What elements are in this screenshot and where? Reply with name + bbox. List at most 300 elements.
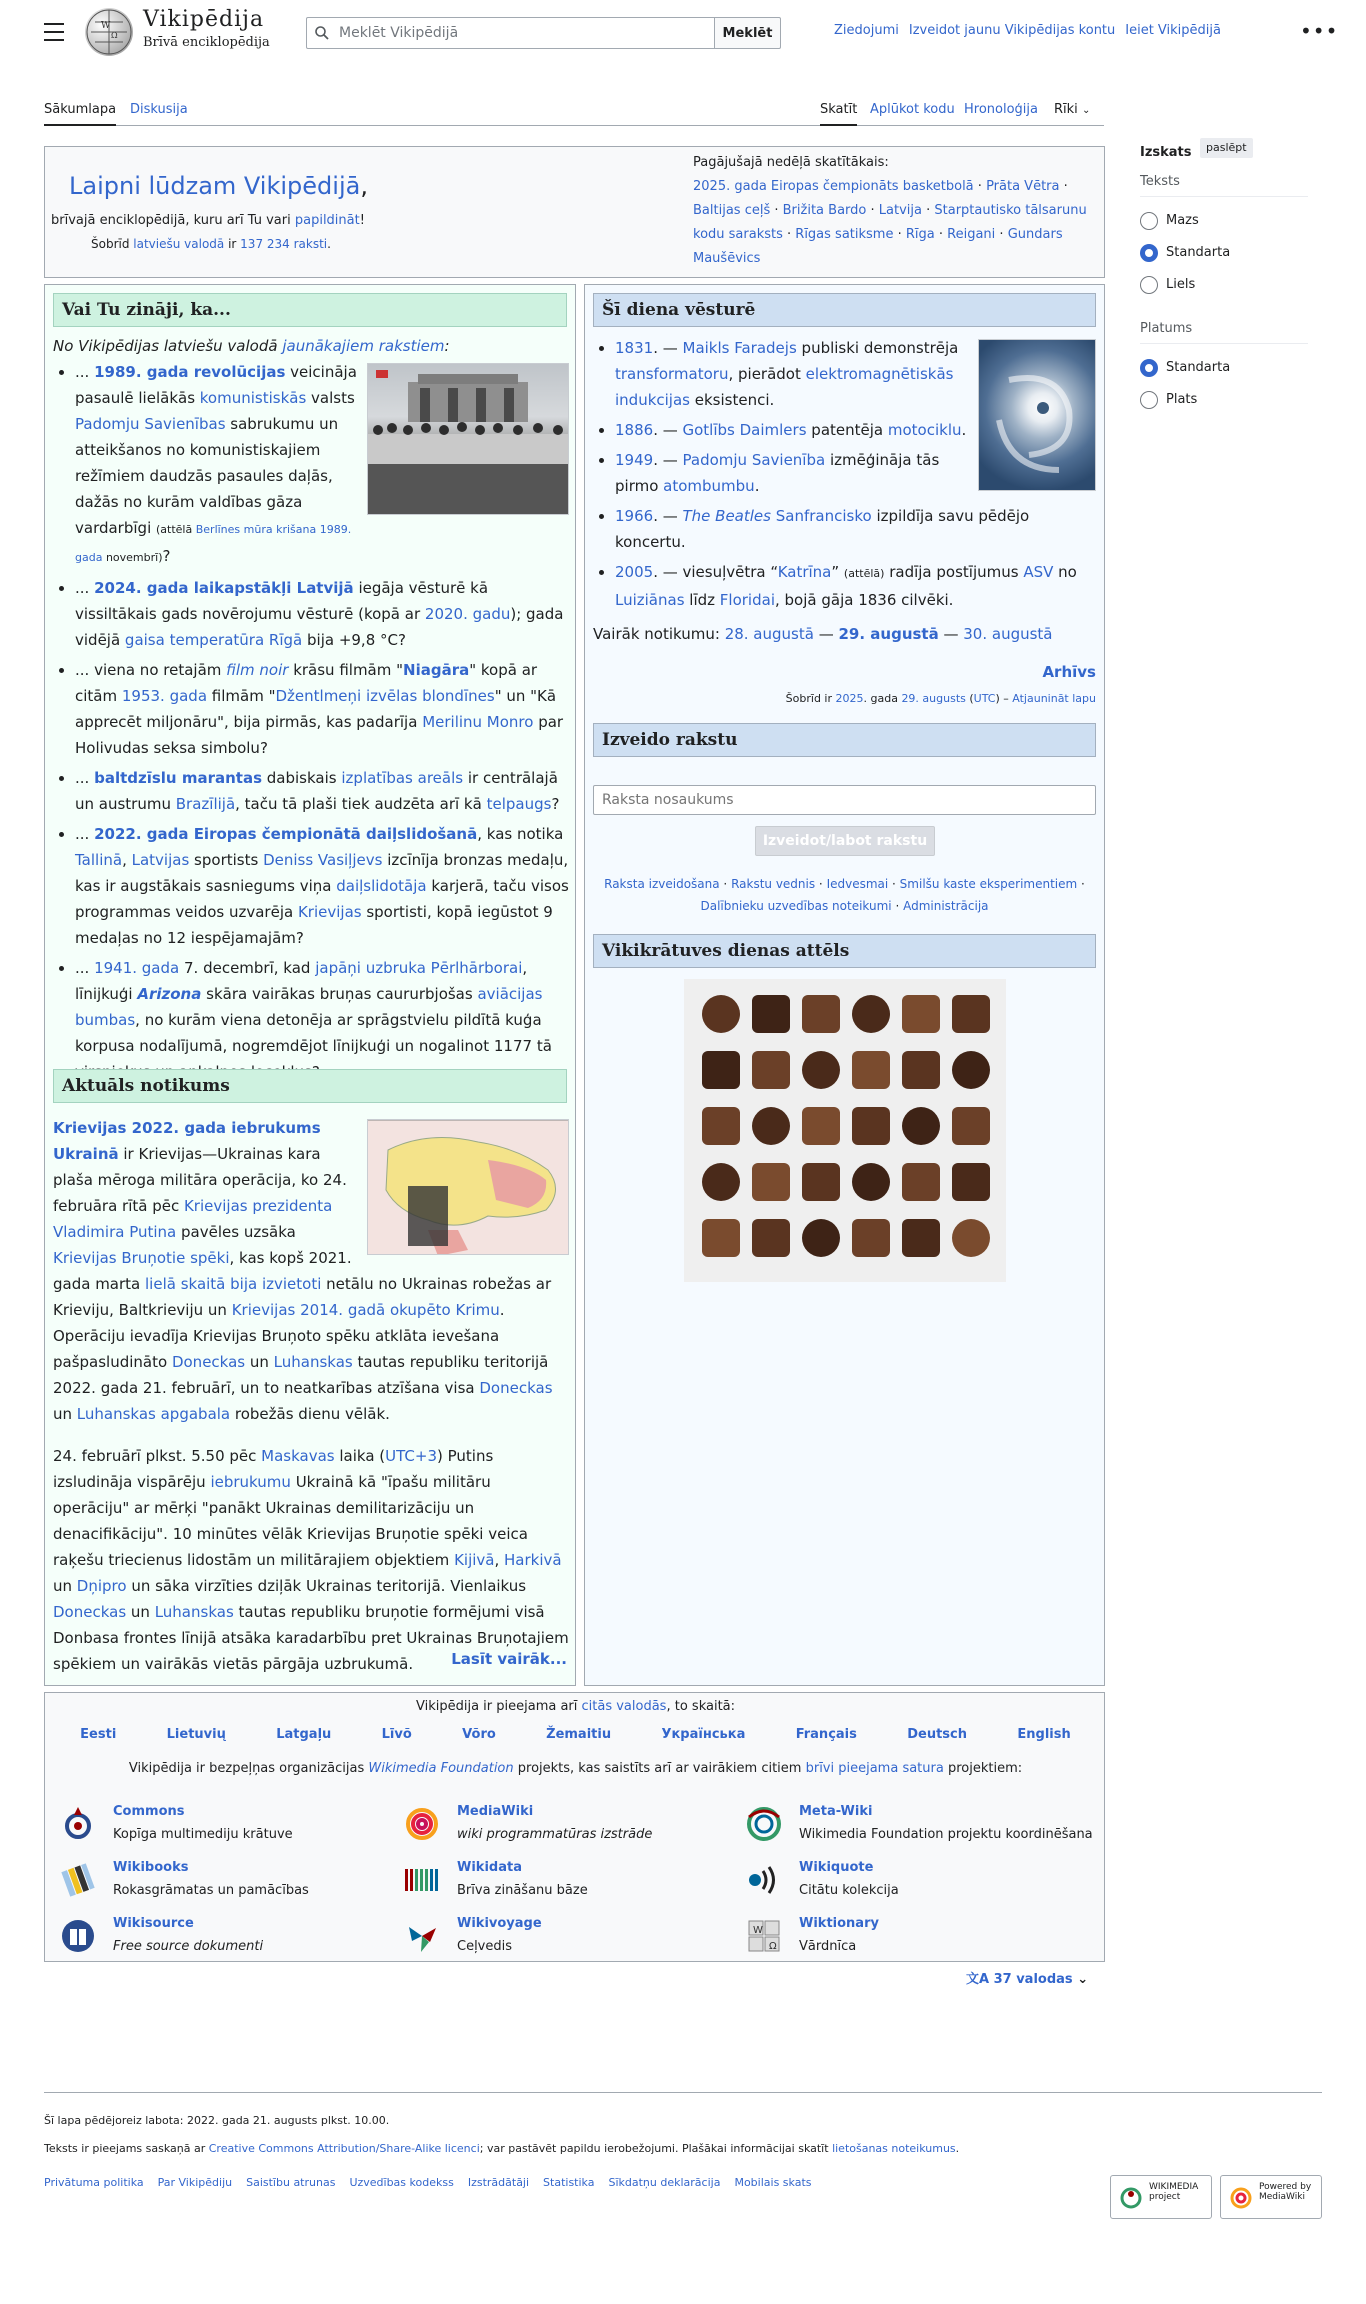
help-link[interactable]: Dalībnieku uzvedības noteikumi (700, 899, 892, 913)
read-more-link[interactable]: Lasīt vairāk... (451, 1650, 567, 1668)
link[interactable]: Harkivā (504, 1551, 562, 1569)
berlin-wall-image[interactable] (367, 363, 569, 515)
sister-projects-box (44, 1692, 1105, 1962)
text: . (961, 421, 967, 439)
footer-link[interactable]: Saistību atrunas (246, 2176, 336, 2189)
link[interactable]: 1941. gada (94, 959, 180, 977)
chocolate-piece (952, 1051, 990, 1089)
count-mid: ir (224, 237, 241, 251)
text: sportists (189, 851, 264, 869)
link[interactable]: Doneckas (171, 1353, 246, 1371)
radio-icon (1140, 276, 1158, 294)
link[interactable]: Katrīna (777, 563, 832, 581)
link[interactable]: 2020. gadu (424, 605, 511, 623)
newest-articles-link[interactable]: jaunākajiem rakstiem (282, 337, 445, 355)
project-name[interactable]: Wikidata (457, 1860, 522, 1875)
ukraine-map-icon (368, 1120, 569, 1255)
help-link[interactable]: Iedvesmai (826, 877, 889, 891)
text: ... (75, 959, 95, 977)
badge-text: Powered by MediaWiki (1259, 2182, 1312, 2202)
text: . — (653, 339, 683, 357)
picture-of-day-image[interactable] (684, 979, 1006, 1282)
link[interactable]: Deniss Vasiļjevs (263, 851, 383, 869)
radio-label: Liels (1166, 277, 1196, 292)
text: izpildīja savu pēdējo koncertu. (615, 507, 1030, 551)
svg-text:Ω: Ω (111, 31, 118, 40)
text: veicināja pasaulē lielākās (75, 363, 357, 407)
link[interactable]: Doneckas (53, 1603, 127, 1621)
footer-link[interactable]: Sīkdatņu deklarācija (608, 2176, 721, 2189)
dyk-intro (53, 333, 569, 359)
text: netālu no Ukrainas robežas ar Krieviju, Baltkrieviju un (53, 1275, 552, 1319)
radio-label: Plats (1166, 392, 1198, 407)
text: ... (75, 363, 95, 381)
tab-main-page[interactable]: Sākumlapa (44, 100, 116, 126)
project-name[interactable]: Wiktionary (799, 1916, 879, 1931)
chocolate-piece (802, 1219, 840, 1257)
text: Ukrainā kā "īpašu militāru operāciju" ar mērķi "panākt Ukrainas demilitarizāciju un denacifikāciju". 10 minūtes vēlāk Krievijas Bruņotie spēki veica raķešu triecienus lidostām un militārajiem objektiem (53, 1473, 528, 1569)
text: patentēja (806, 421, 888, 439)
project-desc: wiki programmatūras izstrāde (457, 1827, 653, 1842)
radio-selected-icon (1140, 359, 1158, 377)
search-button[interactable]: Meklēt (714, 17, 781, 49)
language-link[interactable]: Žemaitiu (546, 1727, 612, 1742)
project-wikivoyage (403, 1909, 723, 1959)
text: — (813, 625, 839, 643)
project-name[interactable]: MediaWiki (457, 1804, 534, 1819)
link[interactable]: Krievijas Bruņotie spēki (53, 1249, 230, 1267)
tagline: Brīvā enciklopēdija (143, 35, 270, 50)
project-desc: Wikimedia Foundation projektu koordinēšana (799, 1827, 1093, 1842)
list-item (75, 955, 569, 1085)
refresh-link[interactable]: Atjaunināt lapu (1012, 692, 1096, 705)
language-link[interactable]: Lietuvių (166, 1727, 226, 1742)
wikidata-icon[interactable] (403, 1861, 441, 1899)
chocolate-piece (952, 1107, 990, 1145)
link[interactable]: 2024. gada laikapstākļi Latvijā (94, 579, 354, 597)
popular-item[interactable]: Latvija (878, 203, 922, 218)
link[interactable]: film noir (226, 661, 289, 679)
ukraine-map-image[interactable] (367, 1119, 569, 1255)
dyk-intro-text: No Vikipēdijas latviešu valodā (53, 337, 283, 355)
radio-label: Standarta (1166, 360, 1231, 375)
text: par Holivudas seksa simbolu? (75, 713, 564, 757)
text: , līnijkuģi (75, 959, 528, 1003)
link[interactable]: atombumbu (663, 477, 755, 495)
link[interactable]: Padomju Savienība (682, 451, 826, 469)
footer-link[interactable]: Par Vikipēdiju (157, 2176, 233, 2189)
latvian-language-link[interactable]: latviešu valodā (133, 237, 225, 251)
wmf-link[interactable]: Wikimedia Foundation (368, 1761, 514, 1776)
tools-menu[interactable] (1054, 100, 1090, 125)
login-link[interactable]: Ieiet Vikipēdijā (1125, 23, 1221, 38)
year-link[interactable]: 2005 (615, 563, 654, 581)
link[interactable]: Džentlmeņi izvēlas blondīnes (275, 687, 495, 705)
languages-button[interactable] (966, 1970, 1088, 1990)
link[interactable]: Luhanskas (273, 1353, 353, 1371)
text: , (494, 1551, 505, 1569)
chocolate-piece (702, 1051, 740, 1089)
article-title-input[interactable] (593, 785, 1096, 815)
project-desc: Rokasgrāmatas un pamācības (113, 1883, 309, 1898)
text-size-large[interactable] (1140, 269, 1308, 301)
language-link[interactable]: Eesti (80, 1727, 117, 1742)
radio-icon (1140, 212, 1158, 230)
free-content-link[interactable]: brīvi pieejama satura (805, 1761, 944, 1776)
project-desc: Kopīga multimediju krātuve (113, 1827, 293, 1842)
popular-item[interactable]: Reigani (947, 227, 996, 242)
welcome-title (69, 171, 368, 201)
link[interactable]: baltdzīslu marantas (94, 769, 263, 787)
link[interactable]: Gotlībs Daimlers (682, 421, 807, 439)
chocolate-piece (852, 1107, 890, 1145)
link[interactable]: 2022. gada Eiropas čempionātā daiļslidošanā (94, 825, 478, 843)
wikivoyage-icon[interactable] (403, 1917, 441, 1955)
text: — (938, 625, 964, 643)
meta-wiki-icon[interactable] (745, 1805, 783, 1843)
text: , taču tā plaši tiek audzēta arī kā (235, 795, 487, 813)
text-size-small[interactable] (1140, 205, 1308, 237)
text: skāra vairākas bruņas caururbjošas (201, 985, 478, 1003)
search-input[interactable] (306, 17, 715, 49)
dyk-intro-end: : (444, 337, 450, 355)
article-count (91, 234, 331, 254)
wikibooks-icon[interactable] (59, 1861, 97, 1899)
chocolate-piece (702, 1163, 740, 1201)
left-column (44, 284, 576, 1686)
last-edited: Šī lapa pēdējoreiz labota: 2022. gada 21. augusts plkst. 10.00. (44, 2114, 390, 2127)
tab-view-source[interactable]: Aplūkot kodu (870, 102, 955, 117)
picture-of-day-heading: Vikikrātuves dienas attēls (593, 934, 1096, 968)
text: tautas republiku bruņotie formējumi visā Donbasa frontes līnijā atsāka karadarbību pret Ukrainas Bruņotajiem spēkiem un vairākās vietās pārgāja uzbrukumā. (53, 1603, 569, 1673)
text: ; var pastāvēt papildu ierobežojumi. Plašākai informācijai skatīt (479, 2142, 833, 2155)
popular-item[interactable]: Baltijas ceļš (693, 203, 771, 218)
link[interactable]: Tallinā (75, 851, 123, 869)
year-link[interactable]: 1966 (615, 507, 654, 525)
text: Teksts ir pieejams saskaņā ar (44, 2142, 209, 2155)
radio-icon (1140, 391, 1158, 409)
year-link[interactable]: 1886 (615, 421, 654, 439)
width-options (1140, 352, 1308, 416)
language-link[interactable]: Latgaļu (276, 1727, 332, 1742)
text: karjerā, taču visos programmas veidos uzvarēja (75, 877, 569, 921)
license-link[interactable]: Creative Commons Attribution/Share-Alike licenci (208, 2142, 480, 2155)
link[interactable]: komunistiskās (199, 389, 307, 407)
link[interactable]: Maikls Faradejs (682, 339, 797, 357)
popular-item[interactable]: Rīga (905, 227, 935, 242)
badge-text: WIKIMEDIA project (1149, 2182, 1199, 2202)
link[interactable]: Krievijas (297, 903, 362, 921)
chocolate-piece (802, 995, 840, 1033)
footer-link[interactable]: Statistika (543, 2176, 595, 2189)
link[interactable]: ASV (1023, 563, 1054, 581)
text: ir centrālajā un austrumu (75, 769, 558, 813)
current-day-link[interactable]: 29. augustā (838, 625, 939, 643)
link[interactable]: Krievijas prezidenta Vladimira Putina (53, 1197, 333, 1241)
chocolate-piece (852, 1219, 890, 1257)
project-wikibooks (59, 1853, 379, 1903)
link[interactable]: aviācijas bumbas (75, 985, 543, 1029)
text: , (122, 851, 132, 869)
popular-item[interactable]: 2025. gada Eiropas čempionāts basketbolā (693, 179, 974, 194)
welcome-sub-text: brīvajā enciklopēdijā, kuru arī Tu vari (51, 213, 295, 228)
chocolate-piece (902, 995, 940, 1033)
link[interactable]: japāņi uzbruka Pērlhārborai (315, 959, 523, 977)
help-link[interactable]: Rakstu vednis (731, 877, 816, 891)
wikimedia-logo-icon (1119, 2186, 1143, 2210)
text: Vikipēdija ir bezpeļņas organizācijas (128, 1761, 369, 1776)
appearance-title: Izskats (1140, 145, 1192, 160)
help-link[interactable]: Administrācija (903, 899, 989, 913)
link[interactable]: 1953. gada (121, 687, 208, 705)
create-account-link[interactable]: Izveidot jaunu Vikipēdijas kontu (908, 23, 1116, 38)
appearance-sidebar (1140, 138, 1308, 416)
year-link[interactable]: 1949 (615, 451, 654, 469)
tab-discussion[interactable]: Diskusija (130, 102, 188, 117)
list-item (75, 575, 569, 653)
hurricane-photo-icon (979, 340, 1096, 491)
text: , no kurām viena detonēja ar sprāgstvielu pildītā kuģa korpusa nodalījumā, nogremdējot līnijkuģi un nogalinot 1177 tā (75, 1011, 552, 1055)
popular-item[interactable]: Brižita Bardo (782, 203, 867, 218)
did-you-know-section (53, 333, 569, 1089)
footer (44, 2092, 1322, 2202)
text: pavēles uzsāka (176, 1223, 296, 1241)
text: robežās dienu vēlāk. (230, 1405, 390, 1423)
link[interactable]: Krievijas 2022. gada iebrukums Ukrainā (53, 1119, 321, 1163)
languages-count: 37 valodas (993, 1972, 1073, 1987)
caption-link[interactable]: Berlīnes mūra krišana 1989. gada (75, 523, 352, 564)
help-link[interactable]: Smilšu kaste eksperimentiem (899, 877, 1078, 891)
popular-item[interactable]: Gundars Maušēvics (693, 227, 1063, 266)
contribute-link[interactable]: papildināt (294, 213, 360, 228)
text: , bojā gāja 1836 cilvēki. (775, 591, 954, 609)
svg-text:Ω: Ω (769, 1941, 777, 1952)
text: izcīnīja bronzas medaļu, kas ir augstākais sasniegums viņa (75, 851, 569, 895)
count-pre: Šobrīd (91, 237, 134, 251)
link[interactable]: Dņipro (76, 1577, 127, 1595)
chocolate-piece (752, 1051, 790, 1089)
text: ? (162, 547, 171, 565)
link[interactable]: Arizona (137, 985, 202, 1003)
welcome-box (44, 146, 1105, 278)
terms-link[interactable]: lietošanas noteikumus (832, 2142, 956, 2155)
svg-text:W: W (753, 1925, 763, 1936)
on-this-day-section (593, 335, 1096, 709)
language-link[interactable]: Українська (661, 1727, 746, 1742)
text: un sāka virzīties dziļāk Ukrainas teritorijā. Vienlaikus (126, 1577, 527, 1595)
language-link[interactable]: English (1017, 1727, 1071, 1742)
link[interactable]: iebrukumu (210, 1473, 291, 1491)
wikisource-icon[interactable] (59, 1917, 97, 1955)
text: eksistenci. (689, 391, 775, 409)
text: . Operāciju ievadīja Krievijas Bruņoto spēku atklāta ievešana pašpasludināto (53, 1301, 505, 1371)
project-name[interactable]: Wikiquote (799, 1860, 874, 1875)
text: . (955, 2142, 960, 2155)
berlin-wall-photo-icon (368, 364, 569, 515)
commons-icon[interactable] (59, 1805, 97, 1843)
project-name[interactable]: Commons (113, 1804, 185, 1819)
link[interactable]: Padomju Savienības (75, 415, 226, 433)
project-name[interactable]: Wikisource (113, 1916, 194, 1931)
text: Vikipēdija ir pieejama arī (415, 1699, 582, 1714)
link[interactable]: Doneckas (479, 1379, 553, 1397)
link[interactable]: lielā skaitā bija izvietoti (145, 1275, 322, 1293)
hide-button[interactable]: paslēpt (1200, 138, 1253, 158)
article-count-link[interactable]: 137 234 raksti (240, 237, 328, 251)
link[interactable]: Maskavas (261, 1447, 335, 1465)
link[interactable]: 1989. gada revolūcijas (94, 363, 286, 381)
link[interactable]: Luiziānas (615, 591, 685, 609)
other-languages-link[interactable]: citās valodās (581, 1699, 667, 1714)
width-label: Platums (1140, 319, 1308, 344)
link[interactable]: daiļslidotāja (336, 877, 427, 895)
link[interactable]: Brazīlijā (175, 795, 236, 813)
text: ? (551, 795, 560, 813)
link[interactable]: gaisa temperatūra Rīgā (124, 631, 303, 649)
footer-link[interactable]: Mobilais skats (734, 2176, 812, 2189)
popular-item[interactable]: Rīgas satiksme (795, 227, 894, 242)
project-name[interactable]: Wikivoyage (457, 1916, 542, 1931)
tab-read[interactable]: Skatīt (820, 100, 857, 126)
text: 7. decembrī, kad (179, 959, 316, 977)
language-link[interactable]: Français (795, 1727, 857, 1742)
mediawiki-badge[interactable] (1220, 2175, 1322, 2219)
language-link[interactable]: Deutsch (907, 1727, 968, 1742)
width-wide[interactable] (1140, 384, 1308, 416)
date-info: Šobrīd ir 2025. gada 29. augusts (UTC) – Atjaunināt lapu (785, 692, 1096, 705)
text-size-standard[interactable] (1140, 237, 1308, 269)
project-wikidata (403, 1853, 723, 1903)
text: " kopā ar citām (75, 661, 538, 705)
language-link[interactable]: Võro (462, 1727, 496, 1742)
help-link[interactable]: Raksta izveidošana (604, 877, 720, 891)
project-commons (59, 1797, 379, 1847)
footer-link[interactable]: Privātuma politika (44, 2176, 144, 2189)
create-article-button[interactable]: Izveidot/labot rakstu (755, 826, 935, 856)
project-name[interactable]: Wikibooks (113, 1860, 189, 1875)
image-caption: (attēlā) (843, 567, 885, 580)
text: ); gada vidējā (75, 605, 564, 649)
create-help-links: Raksta izveidošana · Rakstu vednis · Iedvesmai · Smilšu kaste eksperimentiem · Dalībnieku uzvedības noteikumi · Administrācija (604, 877, 1085, 913)
radio-label: Standarta (1166, 245, 1231, 260)
radio-label: Mazs (1166, 213, 1199, 228)
project-wiktionary (745, 1909, 1065, 1959)
footer-link[interactable]: Izstrādātāji (467, 2176, 530, 2189)
link[interactable]: Sanfrancisko (775, 507, 872, 525)
archive-link[interactable]: Arhīvs (1042, 663, 1096, 681)
chocolate-piece (752, 1163, 790, 1201)
wikiquote-icon[interactable] (745, 1861, 783, 1899)
next-day-link[interactable]: 30. augustā (963, 625, 1053, 643)
main-menu-button[interactable] (40, 20, 68, 44)
link[interactable]: motociklu (887, 421, 962, 439)
year-link[interactable]: 2025 (835, 692, 864, 705)
link[interactable]: The Beatles (682, 507, 771, 525)
text: Šobrīd ir (785, 692, 836, 705)
tab-history[interactable]: Hronoloģija (964, 102, 1038, 117)
wmf-intro (45, 1759, 1106, 1779)
link[interactable]: transformatoru (615, 365, 729, 383)
link[interactable]: izplatības areāls (341, 769, 464, 787)
wiktionary-icon[interactable] (745, 1917, 783, 1955)
chevron-down-icon: ⌄ (1081, 105, 1091, 116)
chocolate-piece (902, 1051, 940, 1089)
project-wikisource (59, 1909, 379, 1959)
footer-link[interactable]: Uzvedības kodekss (349, 2176, 454, 2189)
donate-link[interactable]: Ziedojumi (834, 23, 899, 38)
radio-selected-icon (1140, 244, 1158, 262)
link[interactable]: Merilinu Monro (422, 713, 534, 731)
link[interactable]: UTC+3 (385, 1447, 438, 1465)
count-post: . (327, 237, 331, 251)
text: tautas republiku teritorijā 2022. gada 21. februārī, un to neatkarības atzīšana visa (53, 1353, 549, 1397)
width-standard[interactable] (1140, 352, 1308, 384)
link[interactable]: Latvijas (131, 851, 190, 869)
mediawiki-icon[interactable] (403, 1805, 441, 1843)
link[interactable]: Kijivā (454, 1551, 495, 1569)
text: ir Krievijas—Ukrainas kara plaša mēroga militāra operācija, ko 24. februāra rītā pēc (53, 1145, 347, 1215)
welcome-title-link[interactable]: Laipni lūdzam Vikipēdijā (69, 172, 361, 200)
link[interactable]: Floridai (719, 591, 775, 609)
language-list (45, 1725, 1106, 1745)
prev-day-link[interactable]: 28. augustā (724, 625, 814, 643)
current-event-paragraph-2 (53, 1443, 569, 1677)
text: valsts (306, 389, 355, 407)
project-desc: Brīva zināšanu bāze (457, 1883, 588, 1898)
project-wikiquote (745, 1853, 1065, 1903)
wikimedia-badge[interactable] (1110, 2175, 1212, 2219)
wikipedia-globe-logo[interactable] (85, 8, 133, 56)
year-link[interactable]: 1831 (615, 339, 654, 357)
text: laika ( (334, 1447, 386, 1465)
text: un (126, 1603, 155, 1621)
link[interactable]: elektromagnētiskās indukcijas (615, 365, 954, 409)
chocolate-piece (702, 995, 740, 1033)
wordmark[interactable]: Vikipēdija (143, 7, 265, 32)
popular-item[interactable]: Starptautisko tālsarunu kodu saraksts (693, 203, 1087, 242)
chocolate-piece (752, 1107, 790, 1145)
popular-item[interactable]: Prāta Vētra (986, 179, 1060, 194)
link[interactable]: Luhanskas apgabala (76, 1405, 231, 1423)
chocolate-piece (902, 1163, 940, 1201)
project-desc: Citātu kolekcija (799, 1883, 899, 1898)
link[interactable]: Krievijas 2014. gadā okupēto Krimu (231, 1301, 500, 1319)
chocolate-piece (852, 995, 890, 1033)
license-text (44, 2139, 959, 2159)
utc-link[interactable]: UTC (973, 692, 996, 705)
text: . gada (863, 692, 902, 705)
date-link[interactable]: 29. augusts (901, 692, 966, 705)
project-mediawiki (403, 1797, 723, 1847)
chocolate-piece (902, 1107, 940, 1145)
text: ... (75, 769, 95, 787)
project-name[interactable]: Meta-Wiki (799, 1804, 873, 1819)
list-item (75, 821, 569, 951)
svg-text:W: W (101, 21, 111, 31)
text-size-options (1140, 205, 1308, 301)
link[interactable]: telpaugs (486, 795, 552, 813)
more-options-icon[interactable]: ••• (1300, 19, 1339, 43)
chocolate-piece (802, 1107, 840, 1145)
text: ... viena no retajām (75, 661, 227, 679)
language-link[interactable]: Līvõ (381, 1727, 412, 1742)
link[interactable]: Luhanskas (154, 1603, 234, 1621)
list-item (75, 765, 569, 817)
text: ” (831, 563, 844, 581)
hurricane-katrina-image[interactable] (978, 339, 1096, 491)
text: līdz (684, 591, 720, 609)
link[interactable]: Niagāra (403, 661, 470, 679)
